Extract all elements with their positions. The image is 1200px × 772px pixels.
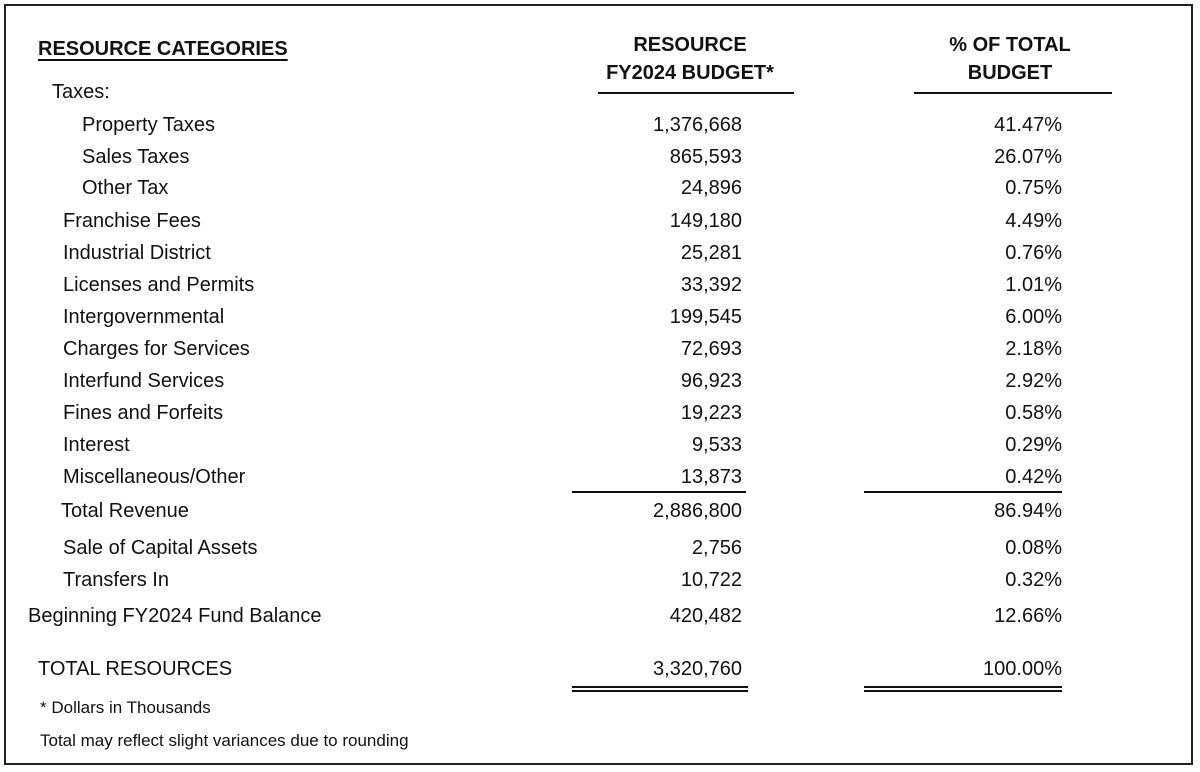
grand-total-double-rule-pct <box>864 686 1062 692</box>
table-row <box>0 238 1200 268</box>
row-budget: 149,180 <box>669 210 742 232</box>
footnote-dollars: * Dollars in Thousands <box>40 698 211 717</box>
row-pct: 0.08% <box>1005 537 1062 559</box>
table-row-fund-balance <box>0 601 1200 631</box>
row-budget: 24,896 <box>680 177 742 199</box>
row-pct: 0.75% <box>1005 177 1062 199</box>
row-pct: 6.00% <box>1005 306 1062 328</box>
budget-header-line-2: FY2024 BUDGET* <box>606 62 774 84</box>
row-label: Sale of Capital Assets <box>63 537 258 559</box>
row-label: Transfers In <box>63 569 169 591</box>
row-label: Intergovernmental <box>63 306 225 328</box>
row-pct: 0.29% <box>1005 434 1062 456</box>
categories-header: RESOURCE CATEGORIES <box>38 38 288 60</box>
table-row-total-resources <box>0 654 1200 684</box>
row-budget: 25,281 <box>680 242 742 264</box>
row-label: Beginning FY2024 Fund Balance <box>28 605 322 627</box>
subtotal-rule-budget <box>572 491 746 493</box>
row-label: Fines and Forfeits <box>63 402 224 424</box>
row-label: Interest <box>63 434 130 456</box>
row-label: TOTAL RESOURCES <box>38 658 233 680</box>
row-budget: 19,223 <box>680 402 742 424</box>
table-row <box>0 302 1200 332</box>
row-pct: 12.66% <box>994 605 1062 627</box>
pct-header-line-1: % OF TOTAL <box>949 34 1071 56</box>
table-row <box>0 142 1200 172</box>
row-label: Sales Taxes <box>82 146 190 168</box>
row-budget: 865,593 <box>669 146 742 168</box>
table-row <box>0 270 1200 300</box>
table-row-total-revenue <box>0 496 1200 526</box>
row-budget: 420,482 <box>669 605 742 627</box>
row-pct: 1.01% <box>1005 274 1062 296</box>
row-pct: 86.94% <box>994 500 1062 522</box>
row-label: Taxes: <box>52 81 110 103</box>
row-pct: 41.47% <box>994 114 1062 136</box>
row-label: Interfund Services <box>63 370 225 392</box>
table-row <box>0 430 1200 460</box>
table-row <box>0 173 1200 203</box>
row-label: Other Tax <box>82 177 169 199</box>
row-pct: 0.58% <box>1005 402 1062 424</box>
row-budget: 1,376,668 <box>653 114 742 136</box>
subtotal-rule-pct <box>864 491 1062 493</box>
table-row <box>0 366 1200 396</box>
row-label: Total Revenue <box>61 500 189 522</box>
row-label: Licenses and Permits <box>63 274 255 296</box>
row-pct: 2.92% <box>1005 370 1062 392</box>
row-pct: 0.32% <box>1005 569 1062 591</box>
row-pct: 4.49% <box>1005 210 1062 232</box>
row-label: Miscellaneous/Other <box>63 466 246 488</box>
row-label: Property Taxes <box>82 114 216 136</box>
budget-header-line-1: RESOURCE <box>633 34 747 56</box>
table-row <box>0 398 1200 428</box>
row-label: Franchise Fees <box>63 210 201 232</box>
pct-header-line-2: BUDGET <box>967 62 1053 84</box>
footnote-rounding: Total may reflect slight variances due to rounding <box>40 731 409 750</box>
row-budget: 2,886,800 <box>653 500 742 522</box>
row-budget: 2,756 <box>691 537 742 559</box>
row-budget: 199,545 <box>669 306 742 328</box>
table-row <box>0 565 1200 595</box>
row-budget: 13,873 <box>680 466 742 488</box>
row-budget: 33,392 <box>680 274 742 296</box>
row-budget: 10,722 <box>680 569 742 591</box>
row-budget: 96,923 <box>680 370 742 392</box>
table-row <box>0 77 1200 107</box>
table-row <box>0 334 1200 364</box>
row-label: Charges for Services <box>63 338 250 360</box>
row-pct: 100.00% <box>983 658 1062 680</box>
grand-total-double-rule-budget <box>572 686 748 692</box>
table-row <box>0 206 1200 236</box>
row-label: Industrial District <box>63 242 211 264</box>
row-pct: 0.76% <box>1005 242 1062 264</box>
table-row <box>0 462 1200 492</box>
row-budget: 3,320,760 <box>653 658 742 680</box>
row-budget: 72,693 <box>680 338 742 360</box>
row-pct: 26.07% <box>994 146 1062 168</box>
row-pct: 2.18% <box>1005 338 1062 360</box>
row-budget: 9,533 <box>691 434 742 456</box>
table-row <box>0 110 1200 140</box>
row-pct: 0.42% <box>1005 466 1062 488</box>
table-row <box>0 533 1200 563</box>
